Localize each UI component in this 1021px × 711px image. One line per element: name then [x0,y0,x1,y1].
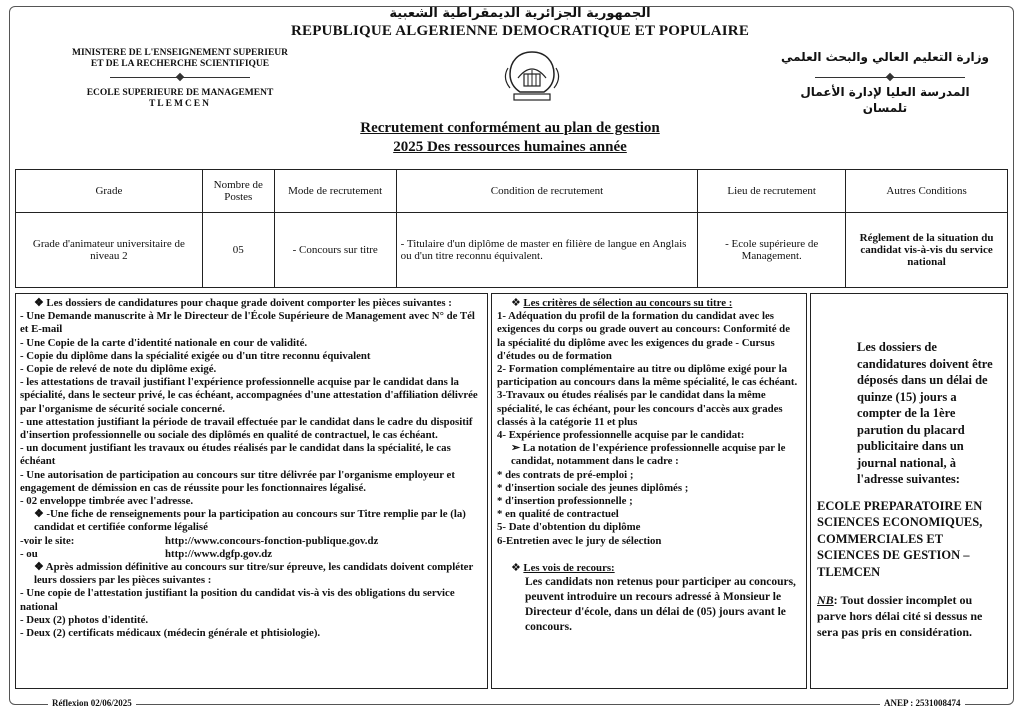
ministry-french: MINISTERE DE L'ENSEIGNEMENT SUPERIEUR ET DE LA RECHERCHE SCIENTIFIQUE [72,48,288,69]
cell-condition: - Titulaire d'un diplôme de master en filière de langue en Anglais ou d'un titre reconnu équivalent. [396,213,698,288]
document-item: - Une Demande manuscrite à Mr le Directeur de l'École Supérieure de Management avec N° de Tél et E-mail [20,310,475,336]
criterion-item: 6-Entretien avec le jury de sélection [497,534,662,547]
document-item: - un document justifiant les travaux ou études réalisés par le candidat dans la spécialité, le cas échéant [20,442,451,468]
school-french: ECOLE SUPERIEURE DE MANAGEMENT TLEMCEN [86,88,274,109]
fiche-item: ❖ -Une fiche de renseignements pour la participation au concours sur Titre remplie par le (la) candidat et certifiée conforme légalisé [34,508,466,534]
criterion-item: 4- Expérience professionnelle acquise par le candidat: [497,429,745,442]
after-admission-heading: ❖ Après admission définitive au concours sur titre/sur épreuve, les candidats doivent compléter leurs dossiers par les pièces suivantes : [34,561,474,587]
footer-anep: ANEP : 2531008474 [880,698,965,708]
school-arabic: المدرسة العليا لإدارة الأعمال تلمسان [800,85,970,115]
site-row: - ou http://www.dgfp.gov.dz [20,547,273,560]
french-republic-title: REPUBLIQUE ALGERIENNE DEMOCRATIQUE ET POPULAIRE [290,23,750,39]
contract-bullet: * en qualité de contractuel [497,508,619,521]
footer-reflexion: Réflexion 02/06/2025 [48,698,136,708]
header-grade: Grade [16,170,203,213]
document-item: - Une autorisation de participation au concours sur titre délivrée par l'organisme employeur et engagement de démission en cas de réussite pour les fonctionnaires légalisé. [20,468,455,494]
criteria-heading: ❖ Les critères de sélection au concours su titre : [511,297,733,309]
document-item: - les attestations de travail justifiant l'expérience professionnelle acquise par le candidat dans la spécialité, dans le secteur privé, le cas échéant, accompagnées d'une attestation d'affiliation délivrée par l'organisme de sécurité sociale concerné. [20,376,478,415]
document-item: - Copie du diplôme dans la spécialité exigée ou d'un titre reconnu équivalent [20,349,371,362]
deposit-text: Les dossiers de candidatures doivent être déposés dans un délai de quinze (15) jours a compter de la 1ère parution du placard publicitaire dans un journal national, à l'adresse suivantes: [857,340,993,486]
contract-bullet: * des contrats de pré-emploi ; [497,468,634,481]
document-item: - une attestation justifiant la période de travail effectuée par le candidat dans le cadre du dispositif d'insertion professionnelle ou sociale des diplômés en qualité de contractuel, le cas échéant. [20,415,473,442]
cell-lieu: - Ecole supérieure de Management. [698,213,846,288]
criteria-box [491,293,807,689]
deposit-box [810,293,1008,689]
ministry-arabic: وزارة التعليم العالي والبحث العلمي [780,50,990,64]
after-item: - Deux (2) certificats médicaux (médecin générale et phtisiologie). [20,627,321,640]
deposit-address: ECOLE PREPARATOIRE EN SCIENCES ECONOMIQUES, COMMERCIALES ET SCIENCES DE GESTION – TLEMCEN [817,498,983,579]
criterion-item: 3-Travaux ou études réalisés par le candidat dans la même spécialité, le cas échéant, pour les concours d'accès aux grades classés à la catégorie 11 et plus [497,389,783,428]
after-item: - Deux (2) photos d'identité. [20,613,149,626]
arabic-republic-title: الجمهورية الجزائرية الديمقراطية الشعبية [389,6,651,21]
table-header-row [16,170,1008,213]
school-emblem-icon [500,48,564,108]
header-postes: Nombre de Postes [202,170,274,213]
contract-bullet: * d'insertion professionnelle ; [497,495,633,508]
criterion-item: 1- Adéquation du profil de la formation du candidat avec les exigences du corps ou grade ouvert au concours: Conformité de la spécialité du diplôme avec les exigences du grade - Cursus d'études ou de formation [497,310,790,362]
recruitment-subtitle: 2025 Des ressources humaines année [393,139,627,155]
cell-postes: 05 [202,213,274,288]
header-mode: Mode de recrutement [274,170,396,213]
site-link-1[interactable]: http://www.concours-fonction-publique.gov.dz [165,534,379,547]
document-item: - Copie de relevé de note du diplôme exigé. [20,363,217,376]
cell-autres: Réglement de la situation du candidat vis-à-vis du service national [846,213,1008,288]
notation-item: ➢ La notation de l'expérience professionnelle acquise par le candidat, notamment dans le cadre : [511,442,786,468]
site-row: -voir le site: http://www.concours-fonction-publique.gov.dz [20,534,379,547]
documents-box [15,293,488,689]
after-item: - Une copie de l'attestation justifiant la position du candidat vis-à vis des obligations du service national [20,587,455,613]
header-lieu: Lieu de recrutement [698,170,846,213]
cell-grade: Grade d'animateur universitaire de niveau 2 [16,213,203,288]
documents-heading: ❖ Les dossiers de candidatures pour chaque grade doivent comporter les pièces suivantes : [34,297,452,309]
table-row [16,213,1008,288]
nb-note: NB: Tout dossier incomplet ou parve hors délai cité si dessus ne sera pas pris en considération. [817,593,983,639]
recruitment-table [15,169,1008,288]
header-autres: Autres Conditions [846,170,1008,213]
criterion-item: 2- Formation complémentaire au titre ou diplôme exigé pour la participation au concours dans la même spécialité, le cas échéant. [497,363,798,389]
contract-bullet: * d'insertion sociale des jeunes diplômés ; [497,481,689,494]
site-link-2[interactable]: http://www.dgfp.gov.dz [165,547,273,560]
cell-mode: - Concours sur titre [274,213,396,288]
criterion-item: 5- Date d'obtention du diplôme [497,521,641,534]
document-item: - Une Copie de la carte d'identité nationale en cour de validité. [20,336,308,349]
document-item: - 02 enveloppe timbrée avec l'adresse. [20,495,194,508]
recruitment-title: Recrutement conformément au plan de gestion [360,120,660,136]
recours-text: Les candidats non retenus pour participer au concours, peuvent introduire un recours adressé à Monsieur le Directeur d'école, dans un délai de (05) jours avant le concours. [525,576,796,634]
header-condition: Condition de recrutement [396,170,698,213]
recours-heading: ❖ Les vois de recours: [511,561,615,574]
